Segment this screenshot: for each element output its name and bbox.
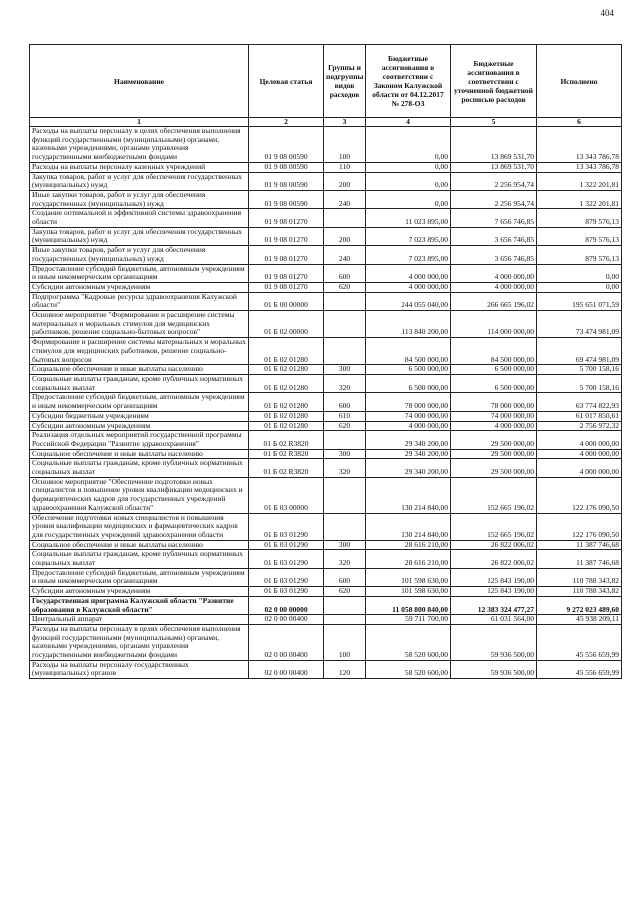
cell-law: 6 500 000,00 <box>366 374 451 392</box>
cell-law: 101 598 630,00 <box>366 587 451 597</box>
cell-executed: 45 938 209,11 <box>537 615 622 625</box>
cell-name: Предоставление субсидий бюджетным, автономным учреждениям и иным некоммерческим организациям <box>30 568 249 586</box>
cell-code: 01 Б 02 01280 <box>249 365 324 375</box>
cell-updated: 3 656 746,85 <box>451 227 537 245</box>
cell-updated: 29 500 000,00 <box>451 431 537 449</box>
cell-vr: 120 <box>324 660 366 678</box>
cell-name: Расходы на выплаты персоналу в целях обеспечения выполнения функций государственными (муниципальными) органами, казенными учреждениями, органами управления государственными внебюджетными фондами <box>30 624 249 660</box>
cell-name: Социальное обеспечение и иные выплаты населению <box>30 540 249 550</box>
table-row <box>30 459 622 477</box>
table-row <box>30 393 622 411</box>
cell-name: Расходы на выплаты персоналу в целях обеспечения выполнения функций государственными (муниципальными) органами, казенными учреждениями, органами управления государственными внебюджетными фондами <box>30 127 249 163</box>
table-header-row <box>30 45 622 118</box>
cell-executed: 0,00 <box>537 264 622 282</box>
table-row <box>30 513 622 540</box>
cell-code: 01 Б 03 01290 <box>249 513 324 540</box>
cell-name: Социальные выплаты гражданам, кроме публичных нормативных социальных выплат <box>30 550 249 568</box>
cell-vr <box>324 292 366 310</box>
cell-law: 130 214 840,00 <box>366 477 451 513</box>
table-row <box>30 246 622 264</box>
cell-code: 01 Б 03 01290 <box>249 550 324 568</box>
cell-vr: 320 <box>324 374 366 392</box>
cell-law: 0,00 <box>366 162 451 172</box>
cell-name: Расходы на выплаты персоналу казенных учреждений <box>30 162 249 172</box>
table-row <box>30 374 622 392</box>
cell-updated: 78 000 000,00 <box>451 393 537 411</box>
cell-executed: 13 343 786,78 <box>537 162 622 172</box>
cell-law: 244 055 040,00 <box>366 292 451 310</box>
cell-vr: 320 <box>324 459 366 477</box>
cell-name: Основное мероприятие "Обеспечение подготовки новых специалистов и повышение уровня квалификации медицинских и фармацевтических кадров для государственных учреждений здравоохранения Калужской области" <box>30 477 249 513</box>
column-number: 6 <box>537 118 622 127</box>
cell-code: 02 0 00 00400 <box>249 660 324 678</box>
header-law: Бюджетные ассигнования в соответствии с Законом Калужской области от 04.12.2017 № 278-ОЗ <box>366 45 451 118</box>
cell-code: 01 Б 02 01280 <box>249 374 324 392</box>
table-row <box>30 172 622 190</box>
cell-vr <box>324 513 366 540</box>
cell-vr: 300 <box>324 365 366 375</box>
cell-law: 0,00 <box>366 190 451 208</box>
cell-law: 113 840 200,00 <box>366 311 451 338</box>
cell-executed: 4 000 000,00 <box>537 431 622 449</box>
cell-law: 11 023 895,00 <box>366 209 451 227</box>
cell-vr <box>324 431 366 449</box>
header-executed: Исполнено <box>537 45 622 118</box>
cell-name: Государственная программа Калужской области "Развитие образования в Калужской области" <box>30 596 249 614</box>
table-row <box>30 264 622 282</box>
column-number: 4 <box>366 118 451 127</box>
cell-name: Социальные выплаты гражданам, кроме публичных нормативных социальных выплат <box>30 374 249 392</box>
header-updated: Бюджетные ассигнования в соответствии с уточненной бюджетной росписью расходов <box>451 45 537 118</box>
cell-name: Предоставление субсидий бюджетным, автономным учреждениям и иным некоммерческим организациям <box>30 264 249 282</box>
cell-updated: 4 000 000,00 <box>451 282 537 292</box>
cell-name: Центральный аппарат <box>30 615 249 625</box>
cell-code: 01 9 08 01270 <box>249 227 324 245</box>
budget-table <box>29 44 622 679</box>
table-row <box>30 227 622 245</box>
cell-code: 01 Б 03 01290 <box>249 587 324 597</box>
cell-updated: 26 822 006,02 <box>451 540 537 550</box>
cell-name: Социальные выплаты гражданам, кроме публичных нормативных социальных выплат <box>30 459 249 477</box>
table-row <box>30 411 622 421</box>
table-body <box>30 127 622 679</box>
table-row <box>30 209 622 227</box>
cell-name: Социальное обеспечение и иные выплаты населению <box>30 365 249 375</box>
cell-name: Иные закупки товаров, работ и услуг для обеспечения государственных (муниципальных) нужд <box>30 246 249 264</box>
cell-code: 01 9 08 00590 <box>249 172 324 190</box>
table-row <box>30 338 622 365</box>
cell-law: 11 058 800 840,00 <box>366 596 451 614</box>
cell-code: 02 0 00 00400 <box>249 624 324 660</box>
cell-updated: 3 656 746,85 <box>451 246 537 264</box>
cell-law: 4 000 000,00 <box>366 282 451 292</box>
cell-updated: 84 500 000,00 <box>451 338 537 365</box>
cell-vr: 320 <box>324 550 366 568</box>
cell-law: 4 000 000,00 <box>366 264 451 282</box>
cell-updated: 13 869 531,70 <box>451 162 537 172</box>
cell-vr: 110 <box>324 162 366 172</box>
cell-name: Закупка товаров, работ и услуг для обеспечения государственных (муниципальных) нужд <box>30 227 249 245</box>
cell-updated: 29 500 000,00 <box>451 449 537 459</box>
cell-code: 02 0 00 00400 <box>249 615 324 625</box>
cell-code: 01 Б 02 R3820 <box>249 431 324 449</box>
cell-updated: 4 000 000,00 <box>451 264 537 282</box>
table-row <box>30 550 622 568</box>
cell-vr <box>324 209 366 227</box>
cell-code: 01 Б 02 01280 <box>249 421 324 431</box>
cell-name: Расходы на выплаты персоналу государственных (муниципальных) органов <box>30 660 249 678</box>
column-number: 1 <box>30 118 249 127</box>
cell-updated: 13 869 531,70 <box>451 127 537 163</box>
cell-vr: 600 <box>324 393 366 411</box>
cell-code: 01 9 08 01270 <box>249 246 324 264</box>
cell-code: 01 9 08 00590 <box>249 162 324 172</box>
cell-name: Субсидии автономным учреждениям <box>30 587 249 597</box>
cell-law: 84 500 000,00 <box>366 338 451 365</box>
cell-executed: 4 000 000,00 <box>537 449 622 459</box>
cell-code: 01 Б 02 01280 <box>249 411 324 421</box>
cell-name: Основное мероприятие "Формирование и расширение системы материальных и моральных стимулов для медицинских работников, решение социально-бытовых вопросов" <box>30 311 249 338</box>
cell-vr: 240 <box>324 246 366 264</box>
header-name: Наименование <box>30 45 249 118</box>
cell-updated: 7 656 746,85 <box>451 209 537 227</box>
cell-name: Реализация отдельных мероприятий государственной программы Российской Федерации "Развитие здравоохранения" <box>30 431 249 449</box>
cell-name: Предоставление субсидий бюджетным, автономным учреждениям и иным некоммерческим организациям <box>30 393 249 411</box>
table-row <box>30 162 622 172</box>
cell-vr: 200 <box>324 172 366 190</box>
cell-vr: 300 <box>324 449 366 459</box>
table-row <box>30 311 622 338</box>
table-row <box>30 292 622 310</box>
table-row <box>30 615 622 625</box>
cell-vr: 610 <box>324 411 366 421</box>
cell-law: 58 520 600,00 <box>366 660 451 678</box>
cell-executed: 61 017 850,61 <box>537 411 622 421</box>
cell-name: Субсидии автономным учреждениям <box>30 421 249 431</box>
cell-code: 01 Б 03 01290 <box>249 540 324 550</box>
cell-updated: 266 665 196,02 <box>451 292 537 310</box>
cell-vr: 620 <box>324 421 366 431</box>
cell-name: Иные закупки товаров, работ и услуг для обеспечения государственных (муниципальных) нужд <box>30 190 249 208</box>
cell-law: 101 598 630,00 <box>366 568 451 586</box>
cell-vr: 600 <box>324 264 366 282</box>
cell-name: Закупка товаров, работ и услуг для обеспечения государственных (муниципальных) нужд <box>30 172 249 190</box>
cell-executed: 1 322 201,81 <box>537 172 622 190</box>
cell-executed: 5 700 158,16 <box>537 374 622 392</box>
table-row <box>30 587 622 597</box>
column-number: 2 <box>249 118 324 127</box>
cell-code: 01 Б 03 01290 <box>249 568 324 586</box>
cell-law: 4 000 000,00 <box>366 421 451 431</box>
cell-law: 59 711 700,00 <box>366 615 451 625</box>
table-row <box>30 624 622 660</box>
column-number: 3 <box>324 118 366 127</box>
cell-code: 01 Б 00 00000 <box>249 292 324 310</box>
cell-executed: 69 474 981,09 <box>537 338 622 365</box>
cell-updated: 125 843 190,00 <box>451 587 537 597</box>
cell-updated: 61 031 564,00 <box>451 615 537 625</box>
cell-vr: 620 <box>324 587 366 597</box>
cell-code: 01 Б 02 00000 <box>249 311 324 338</box>
cell-updated: 59 936 500,00 <box>451 624 537 660</box>
cell-executed: 110 788 343,82 <box>537 587 622 597</box>
cell-name: Обеспечение подготовки новых специалистов и повышения уровня квалификации медицинских и фармацевтических кадров для государственных учреждений здравоохранения области <box>30 513 249 540</box>
cell-law: 130 214 840,00 <box>366 513 451 540</box>
cell-updated: 26 822 006,02 <box>451 550 537 568</box>
cell-updated: 152 665 196,02 <box>451 477 537 513</box>
cell-executed: 13 343 786,78 <box>537 127 622 163</box>
cell-law: 29 340 200,00 <box>366 449 451 459</box>
cell-vr: 200 <box>324 227 366 245</box>
cell-law: 7 023 895,00 <box>366 227 451 245</box>
cell-code: 01 9 08 00590 <box>249 190 324 208</box>
cell-updated: 59 936 500,00 <box>451 660 537 678</box>
table-row <box>30 477 622 513</box>
cell-executed: 879 576,13 <box>537 209 622 227</box>
cell-code: 02 0 00 00000 <box>249 596 324 614</box>
cell-vr <box>324 615 366 625</box>
cell-updated: 125 843 190,00 <box>451 568 537 586</box>
cell-code: 01 Б 02 01280 <box>249 338 324 365</box>
cell-executed: 4 000 000,00 <box>537 459 622 477</box>
cell-executed: 195 651 071,59 <box>537 292 622 310</box>
cell-executed: 122 176 090,50 <box>537 477 622 513</box>
header-code: Целевая статья <box>249 45 324 118</box>
cell-vr: 100 <box>324 624 366 660</box>
cell-updated: 114 000 000,00 <box>451 311 537 338</box>
cell-executed: 1 322 201,81 <box>537 190 622 208</box>
cell-law: 29 340 200,00 <box>366 431 451 449</box>
cell-law: 29 340 200,00 <box>366 459 451 477</box>
table-row <box>30 568 622 586</box>
cell-executed: 9 272 023 489,60 <box>537 596 622 614</box>
cell-code: 01 Б 03 00000 <box>249 477 324 513</box>
cell-executed: 45 556 659,99 <box>537 660 622 678</box>
table-row <box>30 596 622 614</box>
cell-executed: 0,00 <box>537 282 622 292</box>
cell-executed: 63 774 822,93 <box>537 393 622 411</box>
table-row <box>30 431 622 449</box>
cell-name: Подпрограмма "Кадровые ресурсы здравоохранения Калужской области" <box>30 292 249 310</box>
cell-executed: 110 788 343,82 <box>537 568 622 586</box>
header-vr: Группы и подгруппы видов расходов <box>324 45 366 118</box>
cell-name: Субсидии автономным учреждениям <box>30 282 249 292</box>
cell-code: 01 9 08 01270 <box>249 209 324 227</box>
cell-code: 01 Б 02 R3820 <box>249 459 324 477</box>
cell-executed: 73 474 981,09 <box>537 311 622 338</box>
cell-name: Субсидии бюджетным учреждениям <box>30 411 249 421</box>
cell-law: 0,00 <box>366 127 451 163</box>
cell-updated: 74 000 000,00 <box>451 411 537 421</box>
cell-executed: 45 556 659,99 <box>537 624 622 660</box>
table-row <box>30 660 622 678</box>
cell-law: 74 000 000,00 <box>366 411 451 421</box>
cell-law: 28 616 210,00 <box>366 550 451 568</box>
cell-law: 78 000 000,00 <box>366 393 451 411</box>
cell-name: Создание оптимальной и эффективной системы здравоохранения области <box>30 209 249 227</box>
table-row <box>30 190 622 208</box>
cell-updated: 6 500 000,00 <box>451 365 537 375</box>
column-number: 5 <box>451 118 537 127</box>
cell-law: 28 616 210,00 <box>366 540 451 550</box>
cell-code: 01 9 08 01270 <box>249 264 324 282</box>
cell-code: 01 9 08 00590 <box>249 127 324 163</box>
cell-law: 6 500 000,00 <box>366 365 451 375</box>
cell-executed: 879 576,13 <box>537 227 622 245</box>
cell-updated: 2 256 954,74 <box>451 190 537 208</box>
page-number: 404 <box>600 8 614 18</box>
cell-vr <box>324 311 366 338</box>
cell-vr <box>324 596 366 614</box>
table-row <box>30 127 622 163</box>
cell-executed: 11 387 746,68 <box>537 540 622 550</box>
cell-vr: 300 <box>324 540 366 550</box>
cell-updated: 152 665 196,02 <box>451 513 537 540</box>
cell-executed: 122 176 090,50 <box>537 513 622 540</box>
cell-code: 01 Б 02 01280 <box>249 393 324 411</box>
cell-vr: 100 <box>324 127 366 163</box>
cell-updated: 12 383 324 477,27 <box>451 596 537 614</box>
cell-updated: 6 500 000,00 <box>451 374 537 392</box>
cell-executed: 2 756 972,32 <box>537 421 622 431</box>
cell-law: 7 023 895,00 <box>366 246 451 264</box>
cell-executed: 879 576,13 <box>537 246 622 264</box>
cell-code: 01 Б 02 R3820 <box>249 449 324 459</box>
cell-executed: 5 700 158,16 <box>537 365 622 375</box>
cell-vr <box>324 477 366 513</box>
cell-name: Формирование и расширение системы материальных и моральных стимулов для медицинских работников, решение социально-бытовых вопросов <box>30 338 249 365</box>
cell-law: 0,00 <box>366 172 451 190</box>
cell-vr: 620 <box>324 282 366 292</box>
cell-vr <box>324 338 366 365</box>
cell-vr: 600 <box>324 568 366 586</box>
cell-updated: 4 000 000,00 <box>451 421 537 431</box>
cell-updated: 2 256 954,74 <box>451 172 537 190</box>
cell-law: 58 520 600,00 <box>366 624 451 660</box>
table-row <box>30 282 622 292</box>
cell-code: 01 9 08 01270 <box>249 282 324 292</box>
cell-updated: 29 500 000,00 <box>451 459 537 477</box>
cell-name: Социальное обеспечение и иные выплаты населению <box>30 449 249 459</box>
cell-vr: 240 <box>324 190 366 208</box>
cell-executed: 11 387 746,68 <box>537 550 622 568</box>
